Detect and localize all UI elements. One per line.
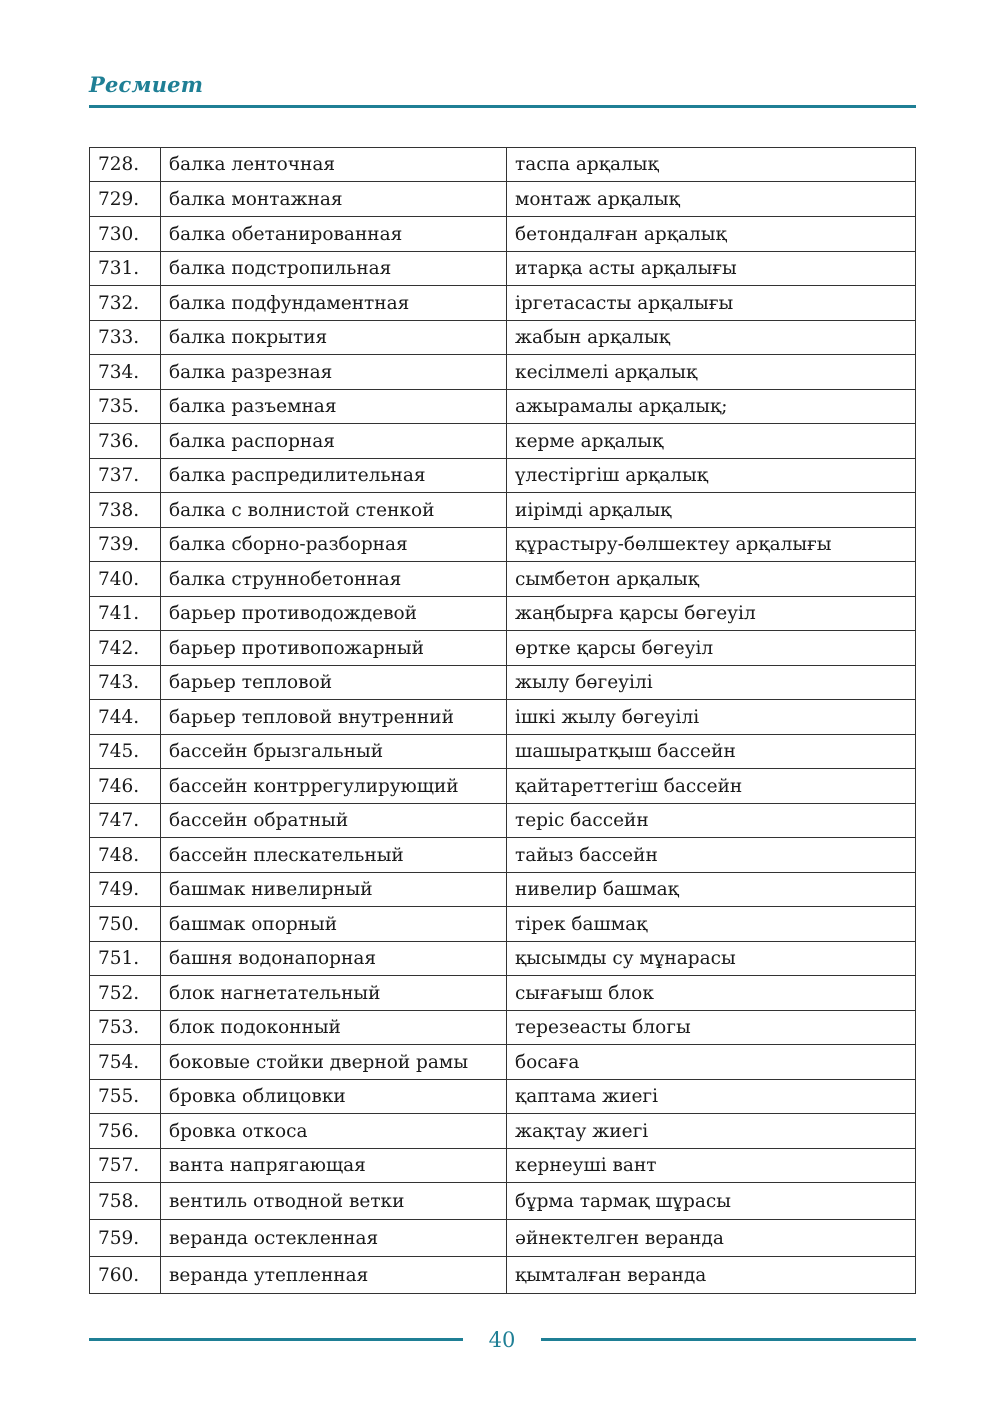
term-russian: бровка облицовки [161,1080,507,1114]
term-kazakh: қысымды су мұнарасы [507,942,916,976]
table-row [90,286,916,321]
term-number: 733. [90,321,161,355]
term-kazakh: іргетасасты арқалығы [507,286,916,321]
term-russian: бассейн контррегулирующий [161,769,507,804]
term-number: 755. [90,1080,161,1114]
term-kazakh: монтаж арқалық [507,182,916,217]
term-number: 745. [90,735,161,769]
term-number: 738. [90,493,161,528]
running-header-title: Ресмиет [89,72,204,97]
term-russian: балка монтажная [161,182,507,217]
term-russian: балка с волнистой стенкой [161,493,507,528]
term-number: 747. [90,804,161,838]
term-kazakh: бұрма тармақ шұрасы [507,1183,916,1220]
term-number: 728. [90,148,161,182]
term-kazakh: таспа арқалық [507,148,916,182]
term-number: 744. [90,700,161,735]
term-number: 754. [90,1045,161,1080]
term-russian: бассейн обратный [161,804,507,838]
term-kazakh: жаңбырға қарсы бөгеуіл [507,597,916,631]
term-russian: балка обетанированная [161,217,507,252]
table-row [90,459,916,493]
term-number: 751. [90,942,161,976]
term-number: 749. [90,873,161,907]
table-row [90,700,916,735]
term-number: 758. [90,1183,161,1220]
table-row [90,1114,916,1149]
term-number: 729. [90,182,161,217]
term-russian: ванта напрягающая [161,1149,507,1183]
term-number: 759. [90,1220,161,1257]
page-number: 40 [488,1328,516,1352]
term-kazakh: ішкі жылу бөгеуілі [507,700,916,735]
term-kazakh: кернеуші вант [507,1149,916,1183]
term-kazakh: әйнектелген веранда [507,1220,916,1257]
term-russian: балка ленточная [161,148,507,182]
table-row [90,528,916,562]
term-number: 740. [90,562,161,597]
term-russian: балка распредилительная [161,459,507,493]
table-row [90,252,916,286]
term-russian: барьер тепловой внутренний [161,700,507,735]
term-number: 736. [90,424,161,459]
table-row [90,976,916,1011]
term-russian: балка разъемная [161,390,507,424]
table-row [90,838,916,873]
table-row [90,1220,916,1257]
term-number: 730. [90,217,161,252]
term-kazakh: қаптама жиегі [507,1080,916,1114]
term-kazakh: тайыз бассейн [507,838,916,873]
term-number: 737. [90,459,161,493]
table-row [90,321,916,355]
term-number: 742. [90,631,161,666]
term-russian: боковые стойки дверной рамы [161,1045,507,1080]
term-kazakh: қайтареттегіш бассейн [507,769,916,804]
footer-rule-left [89,1338,463,1341]
term-kazakh: иірімді арқалық [507,493,916,528]
term-number: 748. [90,838,161,873]
footer-rule-right [541,1338,916,1341]
term-kazakh: шашыратқыш бассейн [507,735,916,769]
table-row [90,1257,916,1294]
term-russian: балка струннобетонная [161,562,507,597]
term-kazakh: нивелир башмақ [507,873,916,907]
term-kazakh: сымбетон арқалық [507,562,916,597]
terms-table-body [90,148,916,1294]
term-number: 739. [90,528,161,562]
term-russian: балка покрытия [161,321,507,355]
term-russian: балка разрезная [161,355,507,390]
term-number: 734. [90,355,161,390]
term-russian: башмак нивелирный [161,873,507,907]
term-russian: барьер тепловой [161,666,507,700]
term-kazakh: құрастыру-бөлшектеу арқалығы [507,528,916,562]
term-number: 741. [90,597,161,631]
table-row [90,148,916,182]
term-russian: барьер противопожарный [161,631,507,666]
term-number: 757. [90,1149,161,1183]
table-row [90,769,916,804]
table-row [90,390,916,424]
term-kazakh: өртке қарсы бөгеуіл [507,631,916,666]
term-kazakh: керме арқалық [507,424,916,459]
term-russian: бассейн брызгальный [161,735,507,769]
term-kazakh: кесілмелі арқалық [507,355,916,390]
table-row [90,562,916,597]
table-row [90,1080,916,1114]
term-russian: балка подстропильная [161,252,507,286]
table-row [90,493,916,528]
term-russian: башмак опорный [161,907,507,942]
term-kazakh: жылу бөгеуілі [507,666,916,700]
table-row [90,1183,916,1220]
term-russian: балка распорная [161,424,507,459]
term-number: 746. [90,769,161,804]
term-russian: башня водонапорная [161,942,507,976]
table-row [90,907,916,942]
table-row [90,666,916,700]
term-kazakh: үлестіргіш арқалық [507,459,916,493]
term-russian: балка подфундаментная [161,286,507,321]
term-number: 743. [90,666,161,700]
table-row [90,804,916,838]
term-russian: блок нагнетательный [161,976,507,1011]
term-kazakh: сығағыш блок [507,976,916,1011]
term-russian: бассейн плескательный [161,838,507,873]
term-kazakh: босаға [507,1045,916,1080]
term-number: 732. [90,286,161,321]
term-kazakh: теріс бассейн [507,804,916,838]
term-number: 750. [90,907,161,942]
term-kazakh: қымталған веранда [507,1257,916,1294]
term-kazakh: бетондалған арқалық [507,217,916,252]
term-kazakh: итарқа асты арқалығы [507,252,916,286]
term-russian: вентиль отводной ветки [161,1183,507,1220]
term-russian: барьер противодождевой [161,597,507,631]
term-russian: балка сборно-разборная [161,528,507,562]
table-row [90,1011,916,1045]
term-kazakh: терезеасты блогы [507,1011,916,1045]
table-row [90,424,916,459]
table-row [90,735,916,769]
term-kazakh: тірек башмақ [507,907,916,942]
term-number: 760. [90,1257,161,1294]
table-row [90,1149,916,1183]
table-row [90,217,916,252]
term-russian: бровка откоса [161,1114,507,1149]
table-row [90,597,916,631]
term-number: 752. [90,976,161,1011]
table-row [90,873,916,907]
term-number: 731. [90,252,161,286]
term-number: 756. [90,1114,161,1149]
term-kazakh: жақтау жиегі [507,1114,916,1149]
header-rule [89,105,916,108]
table-row [90,631,916,666]
table-row [90,1045,916,1080]
term-russian: веранда утепленная [161,1257,507,1294]
term-kazakh: жабын арқалық [507,321,916,355]
term-russian: веранда остекленная [161,1220,507,1257]
term-number: 753. [90,1011,161,1045]
term-number: 735. [90,390,161,424]
term-russian: блок подоконный [161,1011,507,1045]
table-row [90,942,916,976]
table-row [90,355,916,390]
terms-table [89,147,916,1294]
term-kazakh: ажырамалы арқалық; [507,390,916,424]
table-row [90,182,916,217]
